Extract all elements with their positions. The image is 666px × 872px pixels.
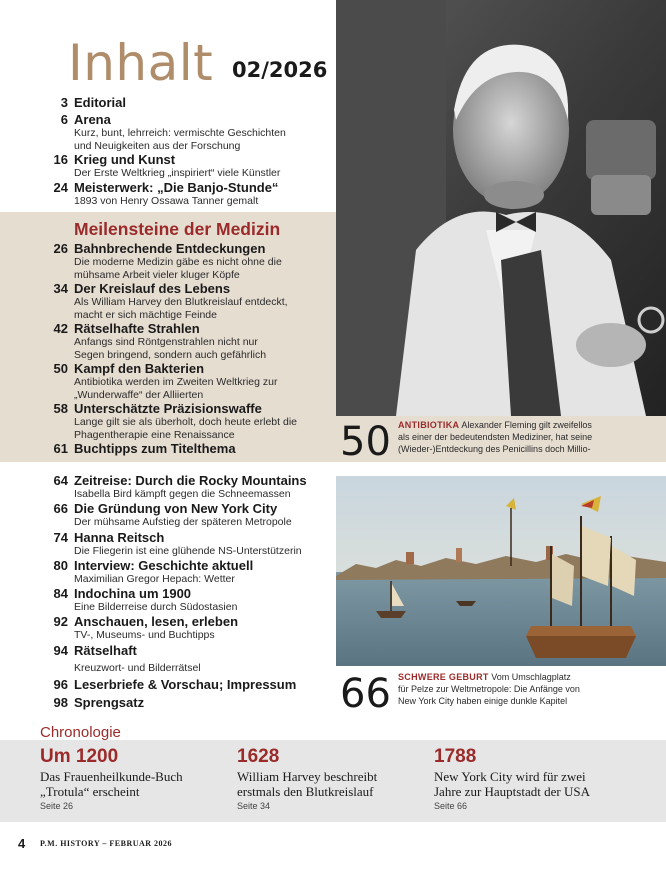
caption-label: ANTIBIOTIKA	[398, 420, 460, 430]
toc-page-number: 94	[53, 643, 68, 658]
feature-heading: Meilensteine der Medizin	[74, 219, 281, 239]
toc-description	[74, 488, 291, 501]
toc-title: Interview: Geschichte aktuell	[74, 558, 254, 573]
chronology-text	[237, 770, 437, 799]
toc-description-line: macht er sich mächtige Feinde	[74, 308, 217, 321]
chronology-text-line: William Harvey beschreibt	[237, 769, 378, 784]
toc-title: Die Gründung von New York City	[74, 501, 278, 516]
chronology-item[interactable]	[237, 746, 437, 811]
toc-title: Anschauen, lesen, erleben	[74, 614, 239, 629]
toc-description-line: Kreuzwort- und Bilderrätsel	[74, 662, 201, 674]
caption-line: New York City haben einige dunkle Kapitel	[398, 696, 568, 706]
chronology-year: 1788	[434, 746, 477, 767]
toc-description-line: „Wunderwaffe“ der Alliierten	[74, 388, 204, 401]
toc-description-line: TV-, Museums- und Buchtipps	[74, 629, 215, 641]
toc-page-number: 64	[53, 473, 68, 488]
toc-description-line: Phagentherapie eine Renaissance	[74, 428, 235, 441]
toc-title: Unterschätzte Präzisionswaffe	[74, 401, 262, 416]
toc-description	[74, 256, 282, 281]
new-amsterdam-painting	[336, 476, 666, 666]
toc-description	[74, 336, 266, 361]
fleming-photo	[336, 0, 666, 416]
toc-description	[74, 376, 277, 401]
toc-title: Der Kreislauf des Lebens	[74, 281, 231, 296]
toc-description-line: Die moderne Medizin gäbe es nicht ohne die	[74, 256, 282, 268]
caption-line: Vom Umschlagplatz	[491, 672, 571, 682]
toc-description	[74, 416, 297, 441]
chronology-page: Seite 66	[434, 801, 468, 811]
toc-title: Indochina um 1900	[74, 586, 192, 601]
photo-caption	[398, 671, 660, 707]
toc-description	[74, 195, 258, 208]
toc-description	[74, 127, 286, 152]
toc-description	[74, 545, 302, 558]
toc-description-line: Anfangs sind Röntgenstrahlen nicht nur	[74, 336, 258, 348]
caption-line: Alexander Fleming gilt zweifellos	[461, 420, 592, 430]
toc-title: Sprengsatz	[74, 695, 145, 710]
magazine-footer: P.M. HISTORY – FEBRUAR 2026	[40, 839, 173, 848]
toc-description-line: Eine Bilderreise durch Südostasien	[74, 601, 238, 613]
page-title: Inhalt	[68, 34, 214, 92]
toc-page-number: 26	[53, 241, 68, 256]
chronology-text	[40, 770, 240, 799]
chronology-text-line: New York City wird für zwei	[434, 769, 586, 784]
caption-line: (Wieder-)Entdeckung des Penicillins doch Millio-	[398, 444, 591, 454]
toc-description-line: Die Fliegerin ist eine glühende NS-Unterstützerin	[74, 545, 302, 557]
toc-title: Zeitreise: Durch die Rocky Mountains	[74, 473, 307, 488]
toc-description	[74, 516, 292, 529]
toc-page-number: 24	[53, 180, 68, 195]
chronology-year: Um 1200	[40, 746, 119, 767]
toc-page-number: 6	[60, 112, 68, 127]
toc-description-line: mühsame Arbeit vieler kluger Köpfe	[74, 268, 240, 281]
toc-title: Leserbriefe & Vorschau; Impressum	[74, 677, 297, 692]
toc-page-number: 84	[53, 586, 68, 601]
caption-page-number: 66	[340, 671, 391, 717]
toc-description	[74, 662, 201, 675]
toc-page-number: 66	[53, 501, 68, 516]
chronology-text-line: „Trotula“ erscheint	[40, 783, 140, 799]
toc-description-line: Segen bringend, sondern auch gefährlich	[74, 348, 267, 361]
toc-title: Hanna Reitsch	[74, 530, 165, 545]
chronology-page: Seite 26	[40, 801, 74, 811]
toc-title: Buchtipps zum Titelthema	[74, 441, 236, 456]
toc-title: Arena	[74, 112, 111, 127]
toc-description	[74, 296, 288, 321]
toc-description-line: Der Erste Weltkrieg „inspiriert“ viele Künstler	[74, 167, 281, 179]
chronology-text	[434, 770, 634, 799]
toc-description	[74, 629, 215, 642]
toc-page-number: 42	[53, 321, 68, 336]
chronology-heading: Chronologie	[40, 724, 121, 741]
toc-title: Editorial	[74, 95, 127, 110]
toc-description-line: Lange gilt sie als überholt, doch heute erlebt die	[74, 416, 297, 428]
toc-page-number: 61	[53, 441, 68, 456]
toc-title: Krieg und Kunst	[74, 152, 176, 167]
toc-description-line: und Neuigkeiten aus der Forschung	[74, 139, 241, 152]
chronology-year: 1628	[237, 746, 280, 767]
toc-page-number: 98	[53, 695, 68, 710]
toc-page-number: 3	[60, 95, 68, 110]
toc-title: Rätselhaft	[74, 643, 137, 658]
chronology-text-line: Das Frauenheilkunde-Buch	[40, 769, 183, 784]
toc-description	[74, 573, 235, 586]
toc-page-number: 96	[53, 677, 68, 692]
toc-description-line: Kurz, bunt, lehrreich: vermischte Geschichten	[74, 127, 286, 139]
caption-line: für Pelze zur Weltmetropole: Die Anfänge von	[398, 684, 580, 694]
caption-page-number: 50	[340, 419, 391, 465]
toc-description-line: Maximilian Gregor Hepach: Wetter	[74, 573, 235, 585]
toc-page-number: 16	[53, 152, 68, 167]
chronology-page: Seite 34	[237, 801, 271, 811]
toc-description-line: 1893 von Henry Ossawa Tanner gemalt	[74, 195, 259, 207]
toc-description	[74, 167, 280, 180]
toc-description-line: Der mühsame Aufstieg der späteren Metropole	[74, 516, 292, 528]
toc-description-line: Antibiotika werden im Zweiten Weltkrieg zur	[74, 376, 278, 388]
chronology-text-line: erstmals den Blutkreislauf	[237, 783, 374, 799]
toc-description-line: Als William Harvey den Blutkreislauf entdeckt,	[74, 296, 288, 308]
chronology-text-line: Jahre zur Hauptstadt der USA	[434, 783, 590, 799]
toc-title: Meisterwerk: „Die Banjo-Stunde“	[74, 180, 279, 195]
toc-title: Bahnbrechende Entdeckungen	[74, 241, 266, 256]
toc-title: Rätselhafte Strahlen	[74, 321, 200, 336]
toc-page-number: 74	[53, 530, 68, 545]
page-number: 4	[18, 836, 26, 851]
toc-page-number: 34	[53, 281, 68, 296]
toc-page-number: 58	[53, 401, 68, 416]
issue-number: 02/2026	[232, 58, 328, 82]
chronology-item[interactable]	[434, 746, 634, 811]
toc-description-line: Isabella Bird kämpft gegen die Schneemassen	[74, 488, 291, 500]
toc-page-number: 80	[53, 558, 68, 573]
chronology-item[interactable]	[40, 746, 240, 811]
toc-page-number: 92	[53, 614, 68, 629]
photo-caption	[398, 419, 660, 455]
toc-page-number: 50	[53, 361, 68, 376]
toc-title: Kampf den Bakterien	[74, 361, 205, 376]
caption-label: SCHWERE GEBURT	[398, 672, 489, 682]
toc-description	[74, 601, 237, 614]
caption-line: als einer der bedeutendsten Mediziner, hat seine	[398, 432, 593, 442]
